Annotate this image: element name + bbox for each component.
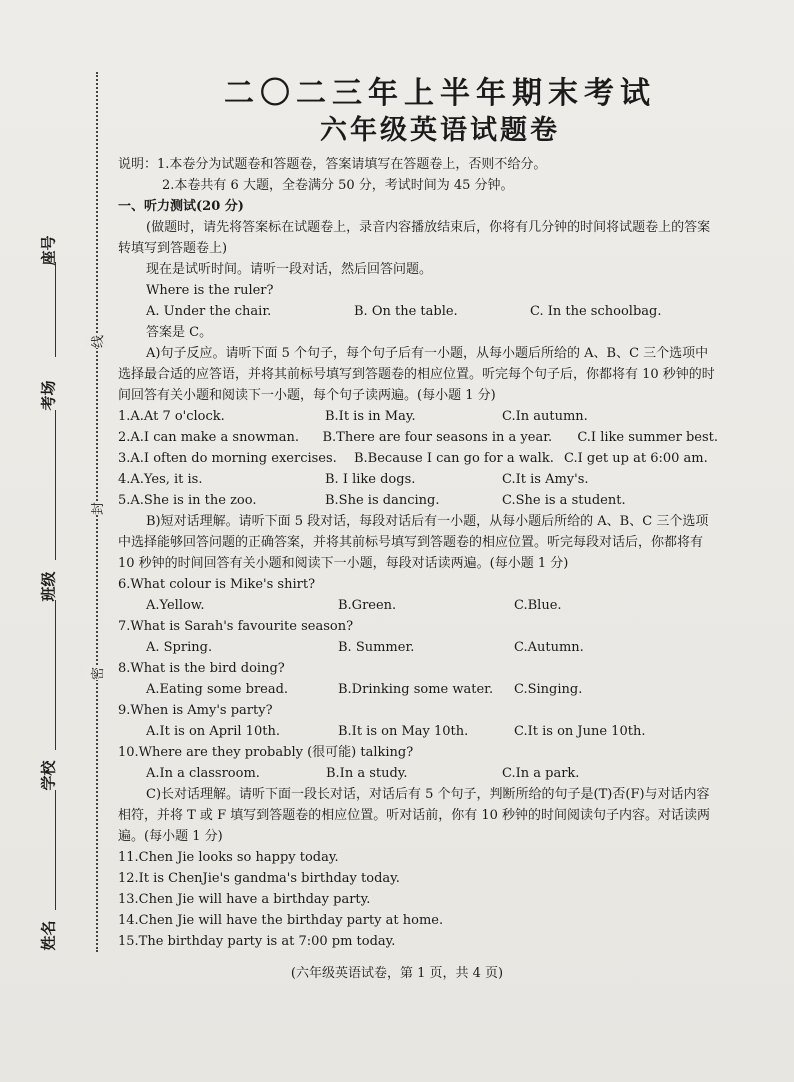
item-5-c: C.She is a student. [502,493,626,508]
q6-option-a: A.Yellow. [146,598,205,613]
part-c-instructions: C)长对话理解。请听下面一段长对话，对话后有 5 个句子，判断所给的句子是(T)否(F)与对话内容相符，并将 T 或 F 填写到答题卷的相应位置。听对话前，你有 10 秒钟的时间阅读句子内容。对话读两遍。(每小题 1 分) [118,787,711,844]
item-3-c: C.I get up at 6:00 am. [564,451,708,466]
seat-line [55,262,56,357]
seal-char-xian: 线 [85,335,108,348]
room-label: 考场 [39,380,58,411]
item-1-c: C.In autumn. [502,409,588,424]
question-10: 10.Where are they probably (很可能) talking? [118,745,414,760]
seat-label: 座号 [39,235,58,266]
q8-option-c: C.Singing. [514,682,583,697]
item-5-b: B.She is dancing. [325,493,440,508]
item-2-b: B.There are four seasons in a year. [322,430,553,445]
q6-option-b: B.Green. [338,598,397,613]
room-line [55,410,56,560]
question-7-options [118,637,718,658]
question-9-options [118,721,718,742]
question-10-options [118,763,718,784]
item-4-a: 4.A.Yes, it is. [118,472,203,487]
q6-option-c: C.Blue. [514,598,562,613]
q9-option-c: C.It is on June 10th. [514,724,646,739]
exam-subtitle: 六年级英语试题卷 [320,115,560,146]
list-item [118,490,718,511]
section-intro: (做题时，请先将答案标在试题卷上，录音内容播放结束后，你将有几分钟的时间将试题卷上的答案转填写到答题卷上) [118,220,711,256]
seal-char-feng: 封 [85,502,108,515]
note-2: 2.本卷共有 6 大题，全卷满分 50 分，考试时间为 45 分钟。 [162,178,514,193]
example-question: Where is the ruler? [146,283,274,298]
q8-option-b: B.Drinking some water. [338,682,494,697]
statement-14: 14.Chen Jie will have the birthday party at home. [118,913,444,928]
school-label: 学校 [39,760,58,791]
part-b-instructions: B)短对话理解。请听下面 5 段对话，每段对话后有一小题，从每小题后所给的 A、B、C 三个选项中选择能够回答问题的正确答案，并将其前标号填写到答题卷的相应位置。听完每段对话后，你都将有 10 秒钟的时间回答有关小题和阅读下一小题，每段对话读两遍。(每小题 1 分) [118,514,709,571]
part-a-instructions: A)句子反应。请听下面 5 个句子，每个句子后有一小题，从每小题后所给的 A、B、C 三个选项中选择最合适的应答语，并将其前标号填写到答题卷的相应位置。听完每个句子后，你都将有 10 秒钟的时间回答有关小题和阅读下一小题，每个句子读两遍。(每小题 1 分) [118,346,715,403]
q10-option-a: A.In a classroom. [146,766,260,781]
example-answer: 答案是 C。 [146,325,213,340]
statement-13: 13.Chen Jie will have a birthday party. [118,892,371,907]
item-5-a: 5.A.She is in the zoo. [118,493,257,508]
class-label: 班级 [39,571,58,602]
question-6-options [118,595,718,616]
q9-option-a: A.It is on April 10th. [146,724,280,739]
class-line [55,600,56,750]
exam-content [118,154,718,952]
q7-option-b: B. Summer. [338,640,415,655]
statement-15: 15.The birthday party is at 7:00 pm today. [118,934,396,949]
item-4-b: B. I like dogs. [325,472,416,487]
item-1-a: 1.A.At 7 o'clock. [118,409,225,424]
example-option-c: C. In the schoolbag. [530,304,662,319]
item-4-c: C.It is Amy's. [502,472,589,487]
binding-margin [0,0,110,1082]
q10-option-b: B.In a study. [326,766,408,781]
question-8: 8.What is the bird doing? [118,661,285,676]
note-1: 说明：1.本卷分为试题卷和答题卷，答案请填写在答题卷上，否则不给分。 [118,157,547,172]
list-item [118,406,718,427]
q9-option-b: B.It is on May 10th. [338,724,469,739]
section-heading: 一、听力测试(20 分) [118,199,244,214]
statement-11: 11.Chen Jie looks so happy today. [118,850,339,865]
item-1-b: B.It is in May. [325,409,416,424]
q7-option-a: A. Spring. [146,640,213,655]
name-label: 姓名 [39,920,58,951]
example-options [118,301,718,322]
list-item [118,427,718,448]
school-line [55,790,56,910]
item-2-a: 2.A.I can make a snowman. [118,430,299,445]
q8-option-a: A.Eating some bread. [146,682,289,697]
question-8-options [118,679,718,700]
question-6: 6.What colour is Mike's shirt? [118,577,316,592]
seal-char-mi: 密 [85,667,108,680]
example-option-a: A. Under the chair. [146,304,272,319]
example-option-b: B. On the table. [354,304,458,319]
exam-title: 二〇二三年上半年期末考试 [224,76,656,111]
question-7: 7.What is Sarah's favourite season? [118,619,354,634]
page-footer: (六年级英语试卷，第 1 页，共 4 页) [290,966,504,981]
q10-option-c: C.In a park. [502,766,580,781]
item-3-b: B.Because I can go for a walk. [354,451,554,466]
statement-12: 12.It is ChenJie's gandma's birthday today. [118,871,400,886]
item-2-c: C.I like summer best. [577,430,718,445]
example-prompt: 现在是试听时间。请听一段对话，然后回答问题。 [146,262,433,277]
question-9: 9.When is Amy's party? [118,703,273,718]
item-3-a: 3.A.I often do morning exercises. [118,451,337,466]
q7-option-c: C.Autumn. [514,640,584,655]
list-item [118,448,718,469]
list-item [118,469,718,490]
